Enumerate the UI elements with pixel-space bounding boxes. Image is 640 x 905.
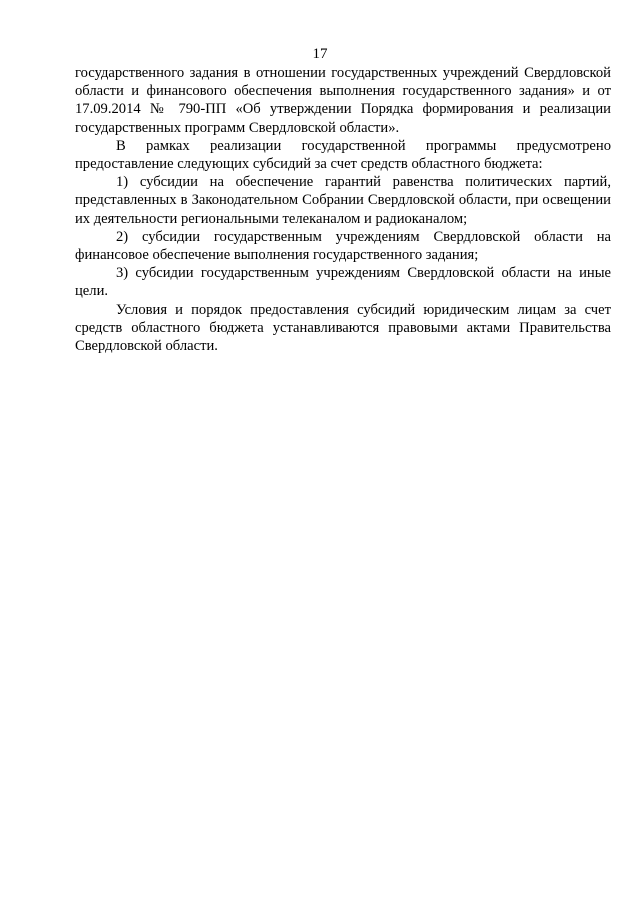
list-item-subsidy-1: 1) субсидии на обеспечение гарантий равенства политических партий, представленных в Законодательном Собрании Свердловской области, при освещении их деятельности региональными телеканалом и радиоканалом;	[75, 174, 611, 227]
page-number: 17	[312, 46, 328, 62]
paragraph-continuation: государственного задания в отношении государственных учреждений Свердловской области и финансового обеспечения выполнения государственного задания» и от 17.09.2014 № 790-ПП «Об утверждении Порядка формирования и реализации государственных программ Свердловской области».	[75, 65, 611, 136]
list-item-subsidy-3: 3) субсидии государственным учреждениям Свердловской области на иные цели.	[75, 265, 611, 300]
paragraph-subsidies-intro: В рамках реализации государственной программы предусмотрено предоставление следующих субсидий за счет средств областного бюджета:	[75, 137, 611, 173]
list-item-subsidy-2: 2) субсидии государственным учреждениям Свердловской области на финансовое обеспечение выполнения государственного задания;	[75, 228, 611, 264]
document-body	[75, 64, 611, 355]
paragraph-conditions: Условия и порядок предоставления субсидий юридическим лицам за счет средств областного бюджета устанавливаются правовыми актами Правительства Свердловской области.	[75, 301, 611, 355]
